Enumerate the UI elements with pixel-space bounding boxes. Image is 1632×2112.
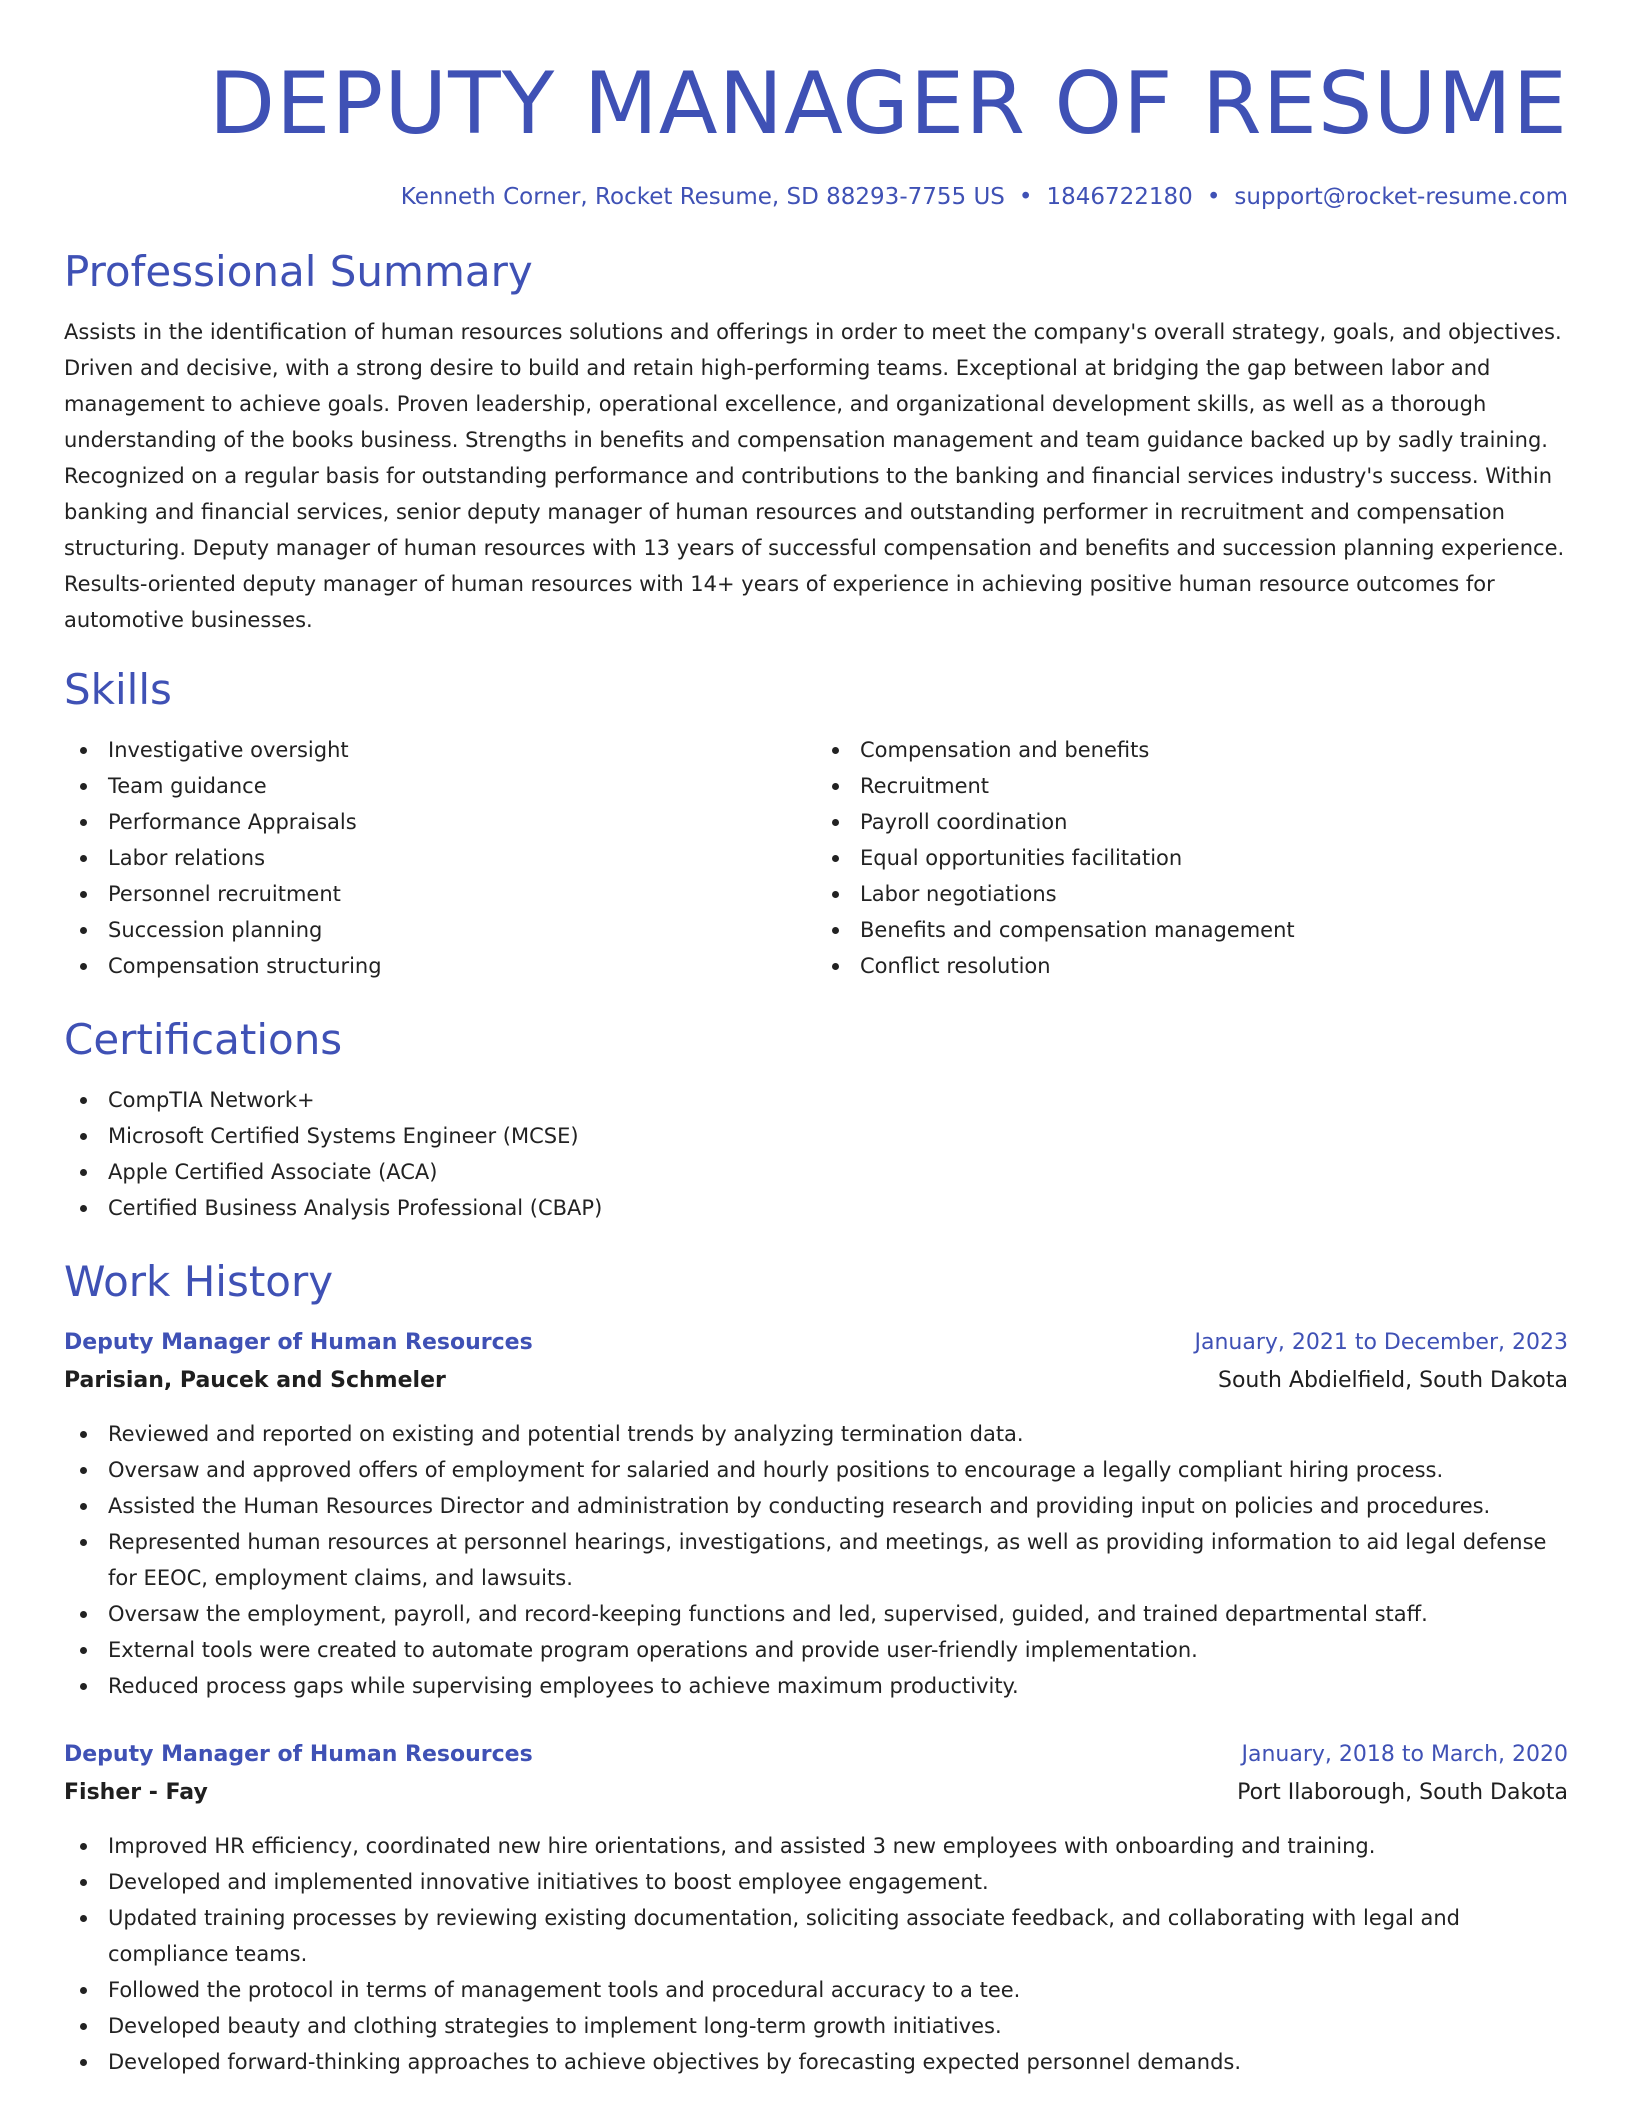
skill-item: Conflict resolution: [860, 948, 1568, 984]
certification-item: Apple Certified Associate (ACA): [108, 1154, 1568, 1190]
job-bullet: Oversaw the employment, payroll, and record-keeping functions and led, supervised, guided, and trained departmental staff.: [108, 1596, 1568, 1632]
job-company: Parisian, Paucek and Schmeler: [64, 1368, 446, 1393]
job-location: Port Ilaborough, South Dakota: [1237, 1780, 1568, 1805]
resume-page: [64, 0, 1568, 2080]
skill-item: Succession planning: [108, 912, 816, 948]
contact-address: Kenneth Corner, Rocket Resume, SD 88293-7755 US: [400, 184, 1005, 210]
job-title: Deputy Manager of Human Resources: [64, 1330, 533, 1355]
contact-line: [64, 180, 1568, 214]
certifications-list: [64, 1082, 1568, 1226]
skill-item: Personnel recruitment: [108, 876, 816, 912]
job-bullet: Developed forward-thinking approaches to achieve objectives by forecasting expected personnel demands.: [108, 2044, 1568, 2080]
job-company: Fisher - Fay: [64, 1780, 208, 1805]
skill-item: Compensation structuring: [108, 948, 816, 984]
job-bullet: Represented human resources at personnel hearings, investigations, and meetings, as well as providing information to aid legal defense for EEOC, employment claims, and lawsuits.: [108, 1524, 1568, 1596]
summary-heading: Professional Summary: [64, 247, 533, 296]
skill-item: Labor relations: [108, 840, 816, 876]
job-bullet: External tools were created to automate program operations and provide user-friendly implementation.: [108, 1632, 1568, 1668]
skill-item: Labor negotiations: [860, 876, 1568, 912]
certification-item: Microsoft Certified Systems Engineer (MCSE): [108, 1118, 1568, 1154]
certification-item: Certified Business Analysis Professional (CBAP): [108, 1190, 1568, 1226]
skills-columns: [64, 732, 1568, 984]
job-bullet: Assisted the Human Resources Director and administration by conducting research and providing input on policies and procedures.: [108, 1488, 1568, 1524]
job-bullet: Reviewed and reported on existing and potential trends by analyzing termination data.: [108, 1416, 1568, 1452]
job-bullet: Followed the protocol in terms of management tools and procedural accuracy to a tee.: [108, 1972, 1568, 2008]
skills-heading: Skills: [64, 665, 172, 714]
job-subheader: [64, 1774, 1568, 1812]
job-header: [64, 1736, 1568, 1774]
job-dates: January, 2018 to March, 2020: [1241, 1742, 1568, 1767]
skill-item: Payroll coordination: [860, 804, 1568, 840]
contact-separator: •: [1018, 184, 1033, 210]
summary-text: Assists in the identification of human resources solutions and offerings in order to meet the company's overall strategy, goals, and objectives. Driven and decisive, with a strong desire to build and retain high-performing teams. Exceptional at bridging the gap between labor and management to achieve goals. Proven leadership, operational excellence, and organizational development skills, as well as a thorough understanding of the books business. Strengths in benefits and compensation management and team guidance backed up by sadly training. Recognized on a regular basis for outstanding performance and contributions to the banking and financial services industry's success. Within banking and financial services, senior deputy manager of human resources and outstanding performer in recruitment and compensation structuring. Deputy manager of human resources with 13 years of successful compensation and benefits and succession planning experience. Results-oriented deputy manager of human resources with 14+ years of experience in achieving positive human resource outcomes for automotive businesses.: [64, 320, 1565, 632]
job-bullet: Developed and implemented innovative initiatives to boost employee engagement.: [108, 1864, 1568, 1900]
job-bullet: Oversaw and approved offers of employment for salaried and hourly positions to encourage a legally compliant hiring process.: [108, 1452, 1568, 1488]
skill-item: Compensation and benefits: [860, 732, 1568, 768]
job-entry: [64, 1736, 1568, 2080]
job-location: South Abdielfield, South Dakota: [1217, 1368, 1568, 1393]
job-title: Deputy Manager of Human Resources: [64, 1742, 533, 1767]
contact-phone: 1846722180: [1046, 184, 1193, 210]
skill-item: Performance Appraisals: [108, 804, 816, 840]
job-entry: [64, 1324, 1568, 1704]
resume-name: DEPUTY MANAGER OF RESUME: [208, 54, 1568, 154]
skill-item: Equal opportunities facilitation: [860, 840, 1568, 876]
skills-list-left: [64, 732, 816, 984]
job-bullet: Improved HR efficiency, coordinated new hire orientations, and assisted 3 new employees with onboarding and training.: [108, 1828, 1568, 1864]
job-subheader: [64, 1362, 1568, 1400]
contact-email[interactable]: support@rocket-resume.com: [1234, 184, 1568, 210]
job-bullet-list: [64, 1828, 1568, 2080]
skill-item: Recruitment: [860, 768, 1568, 804]
work-history-heading: Work History: [64, 1257, 334, 1306]
job-bullet: Reduced process gaps while supervising employees to achieve maximum productivity.: [108, 1668, 1568, 1704]
job-bullet: Updated training processes by reviewing existing documentation, soliciting associate feedback, and collaborating with legal and compliance teams.: [108, 1900, 1568, 1972]
job-bullet: Developed beauty and clothing strategies to implement long-term growth initiatives.: [108, 2008, 1568, 2044]
job-header: [64, 1324, 1568, 1362]
skills-list-right: [816, 732, 1568, 984]
job-bullet-list: [64, 1416, 1568, 1704]
skill-item: Team guidance: [108, 768, 816, 804]
certifications-heading: Certifications: [64, 1015, 343, 1064]
skill-item: Investigative oversight: [108, 732, 816, 768]
skill-item: Benefits and compensation management: [860, 912, 1568, 948]
job-dates: January, 2021 to December, 2023: [1194, 1330, 1568, 1355]
certification-item: CompTIA Network+: [108, 1082, 1568, 1118]
contact-separator: •: [1206, 184, 1221, 210]
